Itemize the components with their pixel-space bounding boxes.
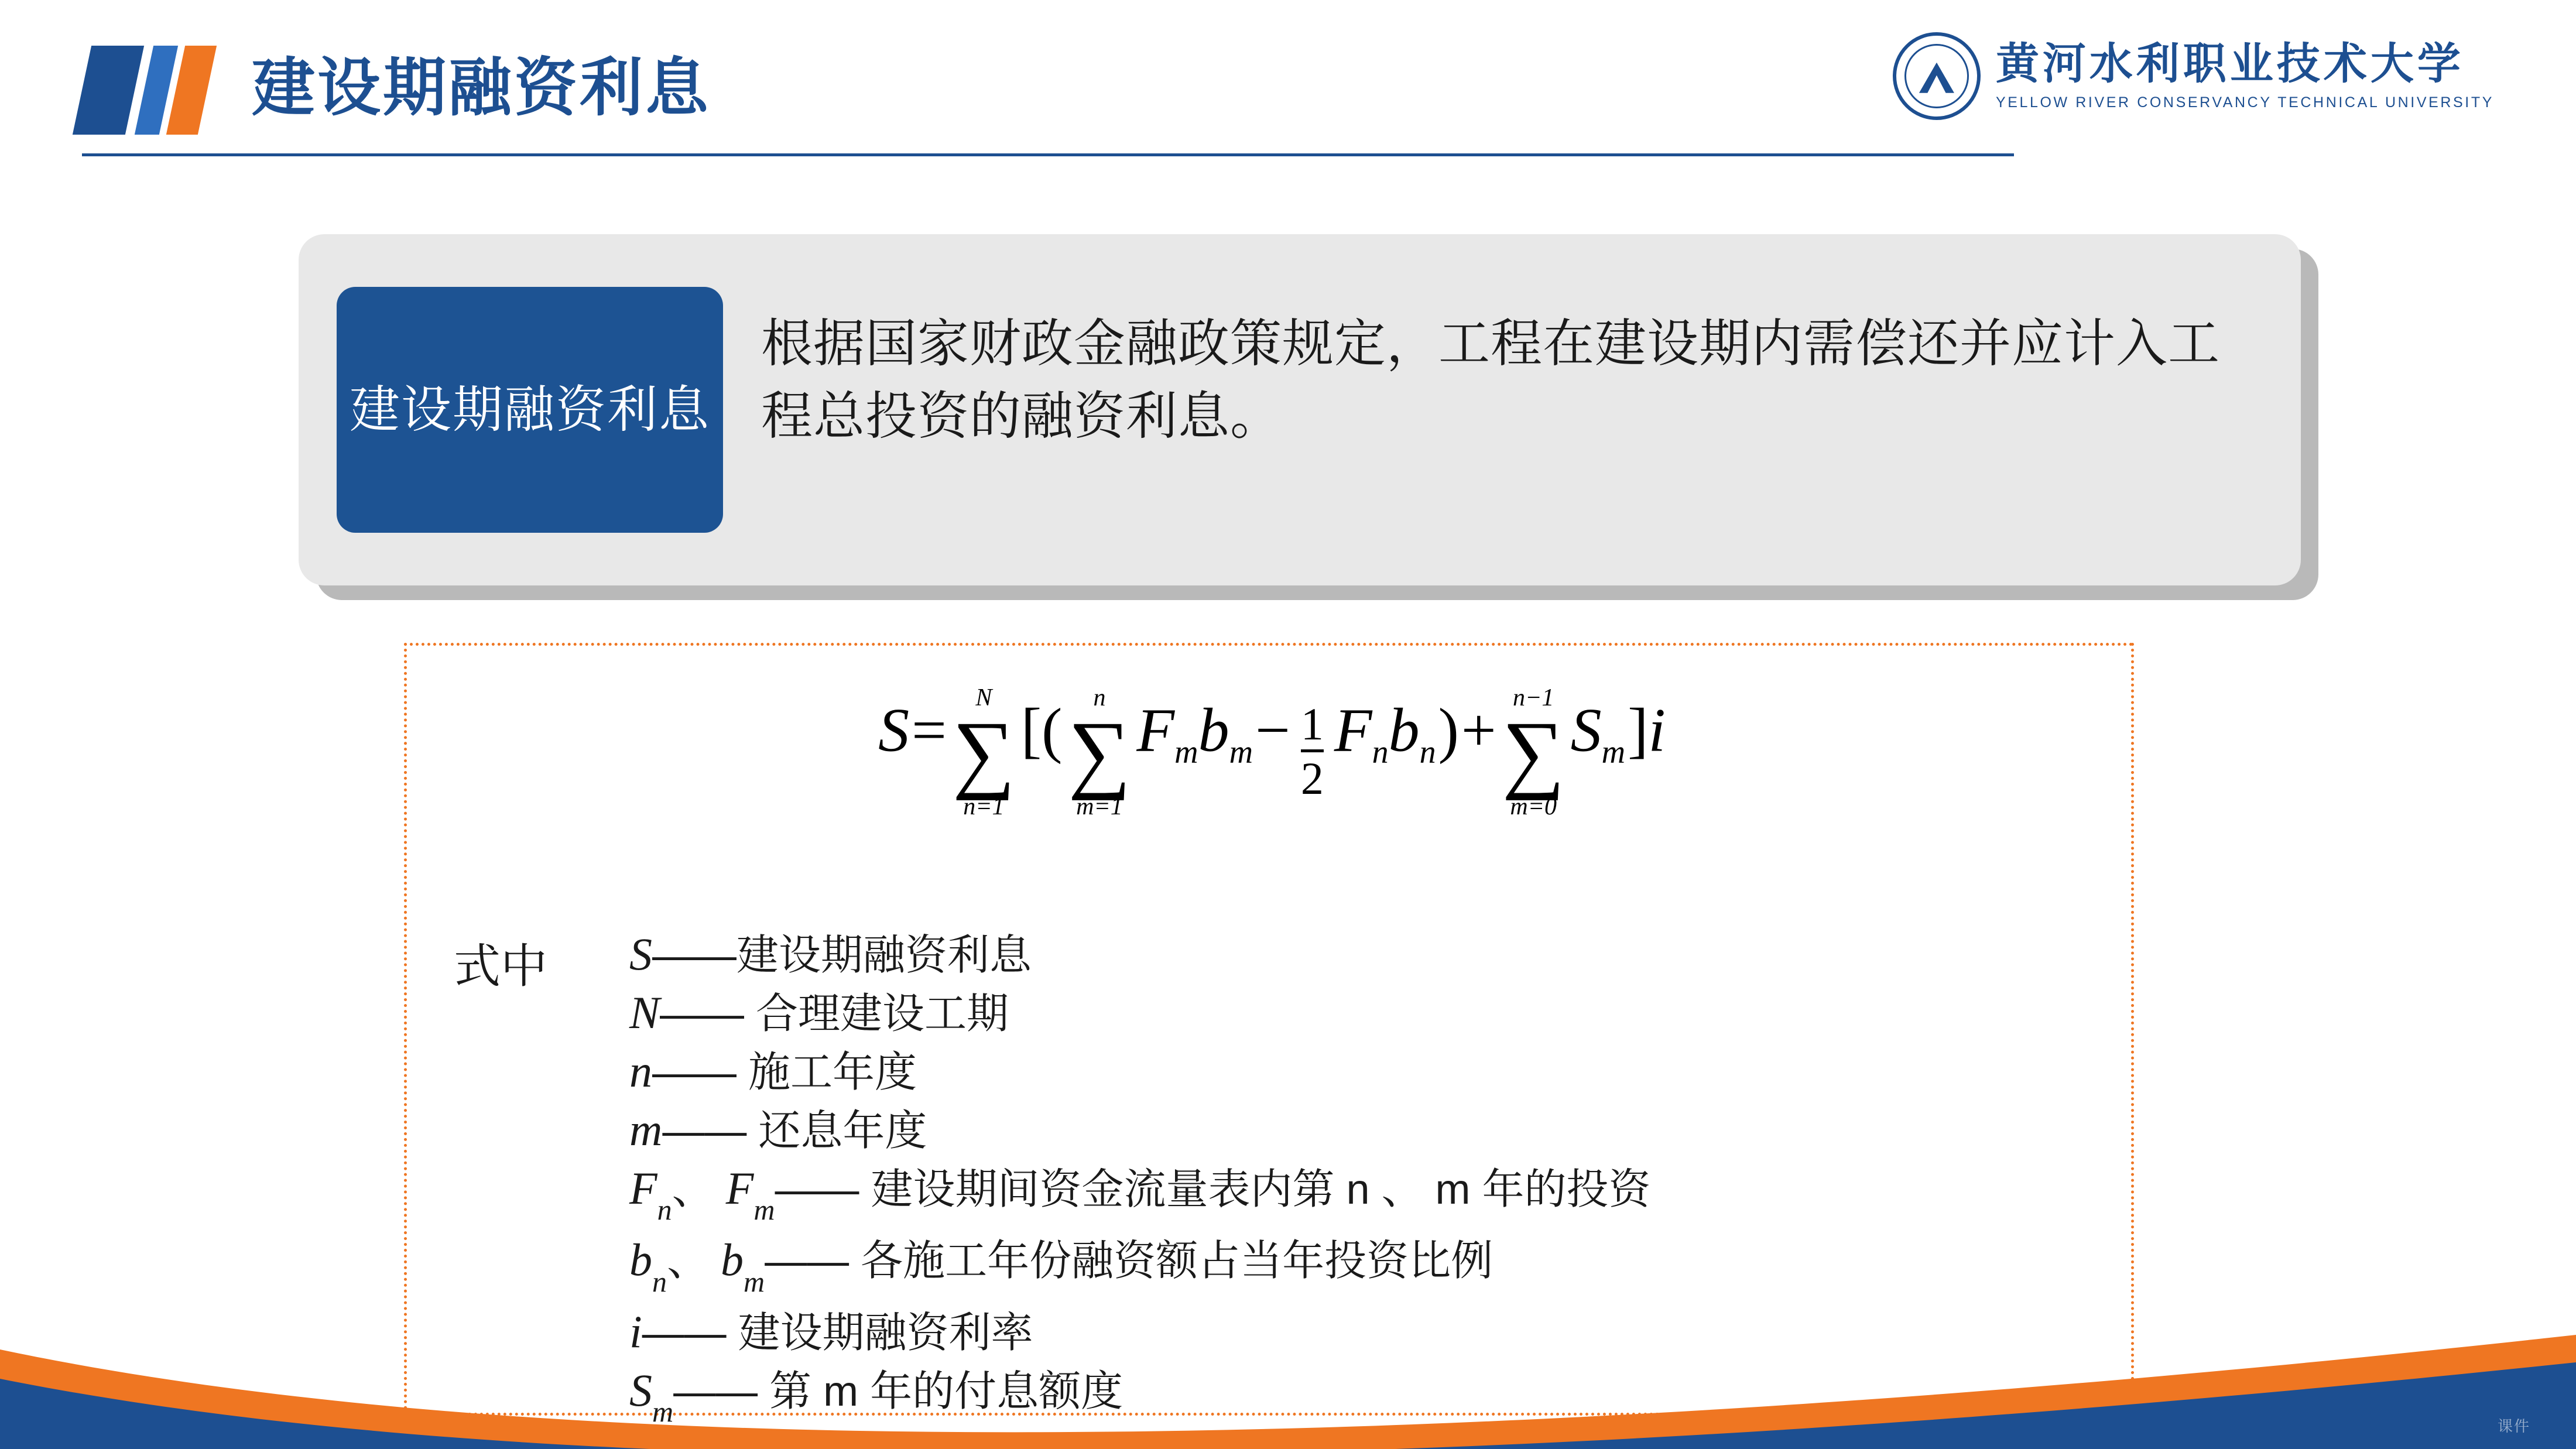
formula-term5-base: S (1570, 696, 1602, 765)
formula-term5-sub: m (1601, 734, 1626, 770)
symbol: N (629, 987, 660, 1038)
footer-watermark: 课件 (2497, 1417, 2530, 1435)
symbol-desc: —— 合理建设工期 (660, 991, 1009, 1037)
symbol-desc: —— 各施工年份融资额占当年投资比例 (765, 1238, 1493, 1285)
page-title: 建设期融资利息 (252, 52, 711, 123)
sigma-icon: ∑ (952, 704, 1015, 801)
sigma-icon: ∑ (1502, 704, 1565, 801)
header-divider (82, 153, 2014, 156)
formula-inner-sum (1068, 684, 1131, 820)
formula-equals: = (912, 696, 947, 765)
formula-minus: − (1255, 696, 1290, 765)
list-item (629, 1043, 2105, 1101)
formula-close-paren: ) (1438, 696, 1459, 765)
list-item (629, 1160, 2105, 1231)
symbol: i (629, 1306, 642, 1357)
formula-outer-sum-upper: N (975, 684, 992, 711)
formula-rate: i (1648, 696, 1666, 765)
formula-expression (407, 681, 2137, 820)
formula-fraction-one-half (1301, 699, 1324, 804)
symbol: b (629, 1234, 652, 1286)
list-item (629, 1231, 2105, 1303)
symbol-joiner: 、 (672, 1166, 714, 1213)
formula-lhs: S (878, 696, 910, 765)
symbol: m (629, 1104, 663, 1155)
seal-mountain-icon (1919, 63, 1954, 93)
university-name-en: YELLOW RIVER CONSERVANCY TECHNICAL UNIVERSITY (1995, 94, 2494, 111)
symbol-joiner: 、 (667, 1238, 710, 1285)
where-label: 式中 (454, 940, 547, 992)
formula-term4-base: b (1388, 696, 1420, 765)
symbol: F (629, 1163, 657, 1214)
formula-box (404, 643, 2134, 1429)
symbol: n (629, 1046, 652, 1097)
footer-decoration (0, 1314, 2576, 1449)
symbol-2: b (721, 1234, 744, 1286)
header-accent-bar-navy (73, 46, 144, 135)
symbol-2: F (725, 1163, 754, 1214)
symbol-desc: —— 还息年度 (662, 1108, 927, 1155)
slide-header (0, 0, 2576, 176)
formula-plus: + (1461, 696, 1496, 765)
formula-term1-sub: m (1174, 734, 1198, 770)
formula-frac-numerator: 1 (1300, 698, 1324, 749)
symbol-subscript: m (652, 1395, 674, 1429)
symbol-subscript: n (652, 1265, 667, 1298)
university-logo-text (1996, 40, 2494, 112)
formula-term2-sub: m (1229, 734, 1253, 770)
formula-outer-sum-lower: n=1 (963, 793, 1005, 820)
formula-close-bracket: ] (1628, 696, 1649, 765)
formula-term3-sub: n (1372, 734, 1389, 770)
formula-last-sum (1502, 684, 1565, 820)
formula-term1-base: F (1136, 696, 1175, 765)
symbol-desc: ——建设期融资利息 (652, 932, 1032, 979)
formula-inner-sum-upper: n (1093, 684, 1106, 711)
university-name-cn: 黄河水利职业技术大学 (1995, 40, 2464, 88)
formula-last-sum-upper: n−1 (1512, 684, 1554, 711)
formula-term2-base: b (1198, 696, 1229, 765)
formula-term3-base: F (1334, 696, 1372, 765)
formula-term4-sub: n (1419, 734, 1436, 770)
symbol-2-subscript: m (744, 1265, 765, 1298)
list-item (629, 984, 2105, 1043)
list-item (629, 926, 2105, 984)
definition-badge (337, 287, 723, 533)
symbol: S (629, 929, 652, 979)
formula-last-sum-lower: m=0 (1510, 793, 1557, 820)
symbol-desc: —— 第 m 年的付息额度 (673, 1368, 1123, 1415)
university-seal-icon (1893, 32, 1981, 120)
list-item (629, 1101, 2105, 1160)
formula-frac-denominator: 2 (1301, 749, 1324, 804)
footer-wave-svg (0, 1314, 2576, 1449)
symbol-desc: —— 建设期融资利率 (642, 1309, 1033, 1356)
symbol: S (629, 1364, 652, 1416)
definition-text: 根据国家财政金融政策规定，工程在建设期内需偿还并应计入工程总投资的融资利息。 (761, 314, 2221, 445)
symbol-2-subscript: m (753, 1193, 775, 1227)
sigma-icon: ∑ (1068, 704, 1131, 801)
formula-open-bracket: [( (1020, 696, 1063, 765)
definition-badge-label: 建设期融资利息 (350, 382, 710, 438)
formula-inner-sum-lower: m=1 (1076, 793, 1123, 820)
symbol-subscript: n (657, 1193, 672, 1227)
university-logo (1893, 32, 2494, 120)
symbol-desc: —— 施工年度 (652, 1049, 917, 1096)
formula-outer-sum (953, 684, 1015, 820)
symbol-desc: —— 建设期间资金流量表内第 n 、 m 年的投资 (775, 1166, 1651, 1213)
